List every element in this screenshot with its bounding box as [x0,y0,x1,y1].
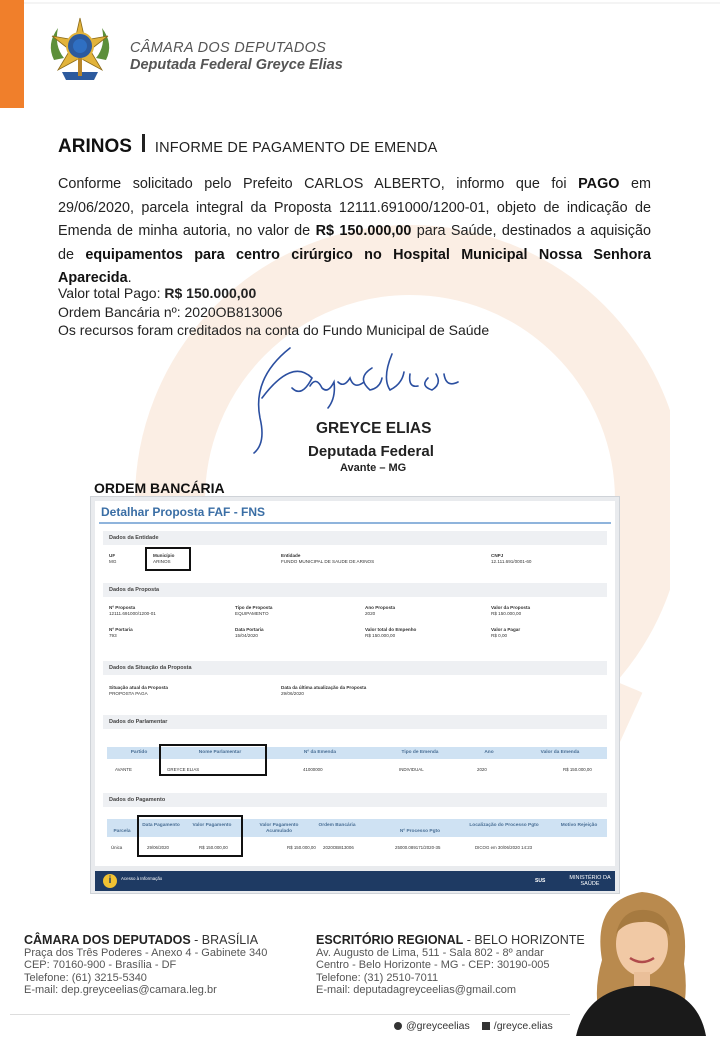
field-uf [109,553,116,565]
field-num-proposta [109,605,156,617]
field-value: 12.111.691/0001-60 [491,559,532,565]
field-label: Data da última atualização da Proposta [281,685,367,690]
ordem-bancaria-number: Ordem Bancária nº: 2020OB813006 [58,303,283,320]
field-label: UF [109,553,116,558]
field-valor-pagar [491,627,520,639]
address-email: E-mail: dep.greyceelias@camara.leg.br [24,984,217,997]
field-label: CNPJ [491,553,504,558]
field-valor-empenho [365,627,416,639]
field-value: ARINOS [153,559,171,565]
table-cell: AVANTE [115,767,132,772]
column-header: Data Pagamento [142,823,180,828]
table-cell: R$ 150.000,00 [199,845,228,850]
field-cnpj [491,553,531,565]
address-heading: ESCRITÓRIO REGIONAL [316,933,464,947]
field-label: Nº Proposta [109,605,136,610]
field-label: Tipo de Proposta [235,605,273,610]
table-cell: Única [111,845,123,850]
field-value: R$ 150.000,00 [365,633,396,639]
section-parlamentar: Dados do Parlamentar [103,715,607,729]
heading-label: INFORME DE PAGAMENTO DE EMENDA [154,140,438,156]
portal-title-rule [99,522,611,524]
table-cell: 25000.089171/2020-35 [395,845,441,850]
table-cell: R$ 150.000,00 [563,767,592,772]
portal-footer [95,871,615,891]
institution-title: CÂMARA DOS DEPUTADOS [130,40,327,56]
field-value: R$ 150.000,00 [491,611,522,617]
field-label: Nº Portaria [109,627,133,632]
field-label: Situação atual da Proposta [109,685,168,690]
table-cell: GREYCE ELIAS [167,767,200,772]
column-header: Valor da Emenda [540,750,580,755]
table-cell: 2020 [477,767,487,772]
highlight-box-parlamentar [159,744,267,776]
body-text-7: . [127,270,132,286]
address-brasilia [24,934,267,997]
column-header: Tipo de Emenda [401,750,439,755]
column-header: Parcela [113,829,131,834]
top-rule [24,2,720,4]
payment-summary [58,284,489,340]
facebook-icon [482,1022,490,1030]
address-phone: Telefone: (31) 2510-7011 [316,971,439,984]
orange-side-tab [0,0,24,108]
address-city: - BRASÍLIA [190,933,259,947]
instagram-icon [394,1022,402,1030]
field-label: Valor a Pagar [491,627,521,632]
body-text-paid: PAGO [578,176,620,192]
address-belo-horizonte [316,934,585,997]
address-line: Av. Augusto de Lima, 511 - Sala 802 - 8º andar [316,946,544,959]
field-value: R$ 0,00 [491,633,508,639]
address-email: E-mail: deputadagreyceelias@gmail.com [316,984,517,997]
fns-portal-screenshot [90,496,620,894]
address-line: Praça dos Três Poderes - Anexo 4 - Gabinete 340 [24,946,268,959]
social-links [394,1020,553,1032]
document-heading [58,134,438,158]
field-value: MG [109,559,117,565]
field-data-portaria [235,627,264,639]
column-header: Nº Processo Pgto [399,829,441,834]
signer-role: Deputada Federal [308,443,434,460]
section-proposta: Dados da Proposta [103,583,607,597]
field-valor-proposta [491,605,530,617]
portal-content [95,501,615,866]
facebook-link[interactable] [482,1020,553,1032]
table-cell: INDIVIDUAL [399,767,424,772]
field-value: EQUIPAMENTO [235,611,269,617]
field-portaria [109,627,133,639]
field-tipo-proposta [235,605,272,617]
deputy-subtitle: Deputada Federal Greyce Elias [130,57,343,73]
address-heading: CÂMARA DOS DEPUTADOS [24,933,191,947]
table-cell: DICOG em 30/06/2020 14:23 [475,845,533,850]
address-cep: CEP: 70160-900 - Brasília - DF [24,959,177,972]
column-header: Ano [484,750,494,755]
field-value: 12111.691000/1200-01 [109,611,156,617]
sus-logo: SUS [535,878,546,884]
column-header: Partido [130,750,148,755]
city-name: ARINOS [58,136,132,157]
instagram-handle: @greyceelias [406,1020,470,1032]
facebook-handle: /greyce.elias [493,1020,553,1032]
column-header: Nome Parlamentar [198,750,242,755]
section-entidade: Dados da Entidade [103,531,607,545]
footer-divider [10,1014,570,1015]
section-pagamento: Dados do Pagamento [103,793,607,807]
field-value: PROPOSTA PAGA [109,691,148,697]
instagram-link[interactable] [394,1020,470,1032]
signer-party: Avante – MG [340,462,407,474]
credit-note: Os recursos foram creditados na conta do Fundo Municipal de Saúde [58,322,490,338]
column-header: Valor Pagamento [192,823,232,828]
total-value: R$ 150.000,00 [164,285,257,301]
body-paragraph [58,173,651,291]
portal-title: Detalhar Proposta FAF - FNS [101,505,266,519]
column-header: Localização do Processo Pgto [469,823,539,828]
field-label: Data Portaria [235,627,264,632]
table-cell: 2020OB813006 [323,845,354,850]
body-text-5: para Saúde, destinados a aquisição de [58,223,652,263]
body-text-amount: R$ 150.000,00 [315,223,412,239]
field-label: Valor total do Empenho [365,627,417,632]
table-cell: 29/06/2020 [147,845,169,850]
field-value: 15/04/2020 [235,633,258,639]
total-label: Valor total Pago: [58,285,165,301]
info-icon[interactable]: i [103,874,117,888]
field-label: Valor da Proposta [491,605,531,610]
field-entidade [281,553,374,565]
column-header: Valor Pagamento Acumulado [259,823,299,834]
field-value: 2020 [365,611,376,617]
column-header: Motivo Rejeição [560,823,598,828]
field-situacao [109,685,168,697]
field-value: FUNDO MUNICIPAL DE SAUDE DE ARINOS [281,559,375,565]
signer-name: GREYCE ELIAS [316,420,432,437]
field-value: 29/06/2020 [281,691,304,697]
table-cell: 41000000 [303,767,323,772]
brazil-coat-of-arms-icon [40,14,120,94]
address-cep: Centro - Belo Horizonte - MG - CEP: 30190-005 [316,959,550,972]
address-phone: Telefone: (61) 3215-5340 [24,971,147,984]
field-value: 793 [109,633,117,639]
field-label: Entidade [281,553,301,558]
handwritten-signature [232,338,472,458]
column-header: Nº da Emenda [303,750,337,755]
address-city: - BELO HORIZONTE [463,933,585,947]
field-data-atualizacao [281,685,366,697]
field-label: Município [153,553,175,558]
body-text-object: equipamentos para centro cirúrgico no Hospital Municipal Nossa Senhora Aparecida [58,246,651,286]
field-ano-proposta [365,605,395,617]
access-info-link[interactable]: Acesso à Informação [121,876,163,881]
body-text-3: em 29/06/2020, parcela integral da Proposta 12111.691000/1200-01, objeto de indicação de Emenda de minha autoria, no valor de [58,176,651,239]
table-cell: R$ 150.000,00 [287,845,316,850]
highlight-box-municipio [145,547,191,571]
highlight-box-pagamento [137,815,243,857]
column-header: Ordem Bancária [318,823,356,828]
ministerio-saude-logo: MINISTÉRIO DA SAÚDE [569,875,611,887]
deputy-portrait [572,880,710,1036]
field-label: Ano Proposta [365,605,396,610]
ordem-bancaria-title: ORDEM BANCÁRIA [94,480,225,496]
section-situacao: Dados da Situação da Proposta [103,661,607,675]
body-text-1: Conforme solicitado pelo Prefeito CARLOS ALBERTO, informo que foi [58,176,579,192]
heading-separator [142,134,145,152]
